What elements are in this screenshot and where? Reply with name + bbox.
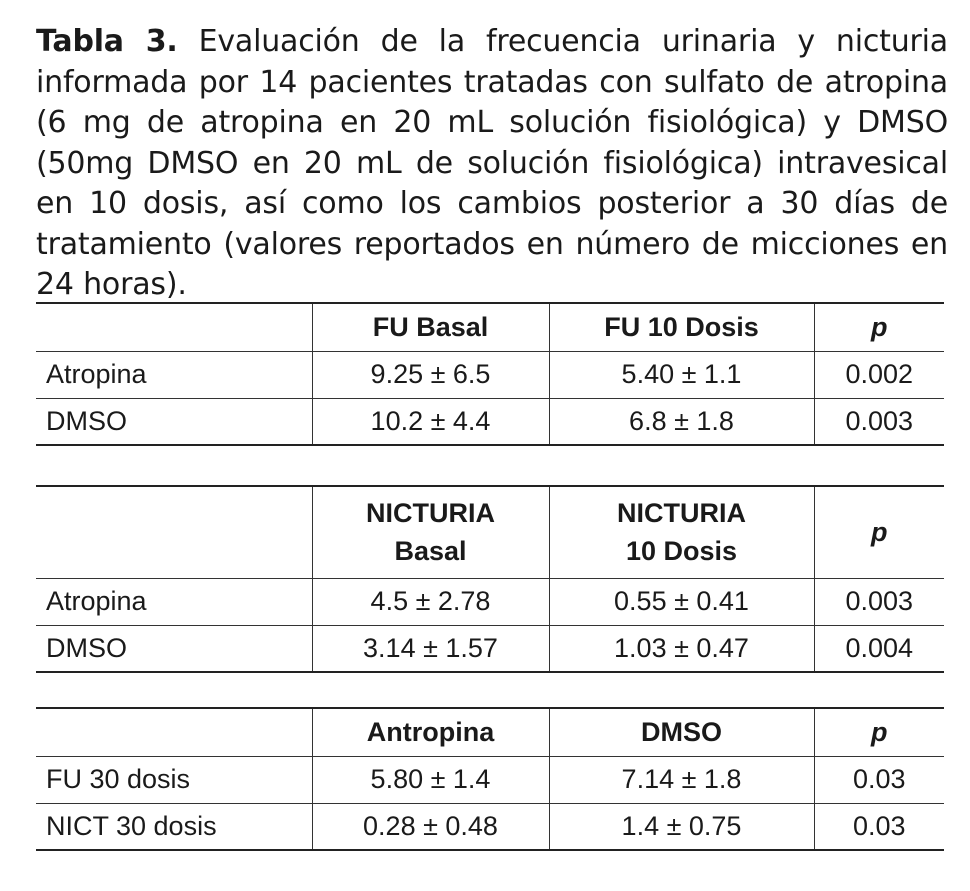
table-cell: 7.14 ± 1.8 [549, 756, 814, 803]
row-label: DMSO [36, 398, 312, 445]
table-cell: 5.80 ± 1.4 [312, 756, 549, 803]
table-cell: 0.28 ± 0.48 [312, 803, 549, 850]
table-cell: 5.40 ± 1.1 [549, 351, 814, 398]
header-line: Basal [394, 536, 467, 567]
header-cell-p: p [814, 486, 944, 578]
header-line: NICTURIA [366, 498, 495, 529]
header-cell [549, 486, 814, 578]
header-cell-p: p [814, 303, 944, 351]
table-cell: 4.5 ± 2.78 [312, 578, 549, 625]
header-cell: DMSO [549, 708, 814, 756]
header-row [36, 303, 944, 351]
header-cell: FU Basal [312, 303, 549, 351]
table-cell: 0.03 [814, 756, 944, 803]
header-cell [36, 708, 312, 756]
header-line: 10 Dosis [625, 536, 738, 567]
header-cell-p: p [814, 708, 944, 756]
table-cell: 0.004 [814, 625, 944, 672]
header-cell [312, 486, 549, 578]
table-cell: 0.03 [814, 803, 944, 850]
table-row [36, 803, 944, 850]
day-30-table [36, 707, 944, 851]
header-cell [36, 486, 312, 578]
table-cell: 1.03 ± 0.47 [549, 625, 814, 672]
table-cell: 0.003 [814, 578, 944, 625]
table-cell: 9.25 ± 6.5 [312, 351, 549, 398]
row-label: DMSO [36, 625, 312, 672]
table-cell: 3.14 ± 1.57 [312, 625, 549, 672]
row-label: FU 30 dosis [36, 756, 312, 803]
table-row [36, 578, 944, 625]
table-caption [36, 22, 948, 306]
header-row [36, 486, 944, 578]
row-label: Atropina [36, 351, 312, 398]
table-row [36, 756, 944, 803]
header-cell [36, 303, 312, 351]
row-label: Atropina [36, 578, 312, 625]
header-cell: Antropina [312, 708, 549, 756]
caption-label: Tabla 3. [36, 24, 178, 59]
table-cell: 0.002 [814, 351, 944, 398]
table-row [36, 351, 944, 398]
table-cell: 0.55 ± 0.41 [549, 578, 814, 625]
caption-text: Evaluación de la frecuencia urinaria y nicturia informada por 14 pacientes tratadas con sulfato de atropina (6 mg de atropina en 20 mL solución fisiológica) y DMSO (50mg DMSO en 20 mL de solución fisiológica) intravesical en 10 dosis, así como los cambios posterior a 30 días de tratamiento (valores reportados en número de micciones en 24 horas). [36, 24, 948, 302]
nocturia-table [36, 485, 944, 673]
row-label: NICT 30 dosis [36, 803, 312, 850]
header-row [36, 708, 944, 756]
table-row [36, 625, 944, 672]
frequency-table [36, 302, 944, 446]
table-cell: 6.8 ± 1.8 [549, 398, 814, 445]
header-line: NICTURIA [617, 498, 746, 529]
table-cell: 10.2 ± 4.4 [312, 398, 549, 445]
table-cell: 0.003 [814, 398, 944, 445]
table-cell: 1.4 ± 0.75 [549, 803, 814, 850]
header-cell: FU 10 Dosis [549, 303, 814, 351]
table-row [36, 398, 944, 445]
